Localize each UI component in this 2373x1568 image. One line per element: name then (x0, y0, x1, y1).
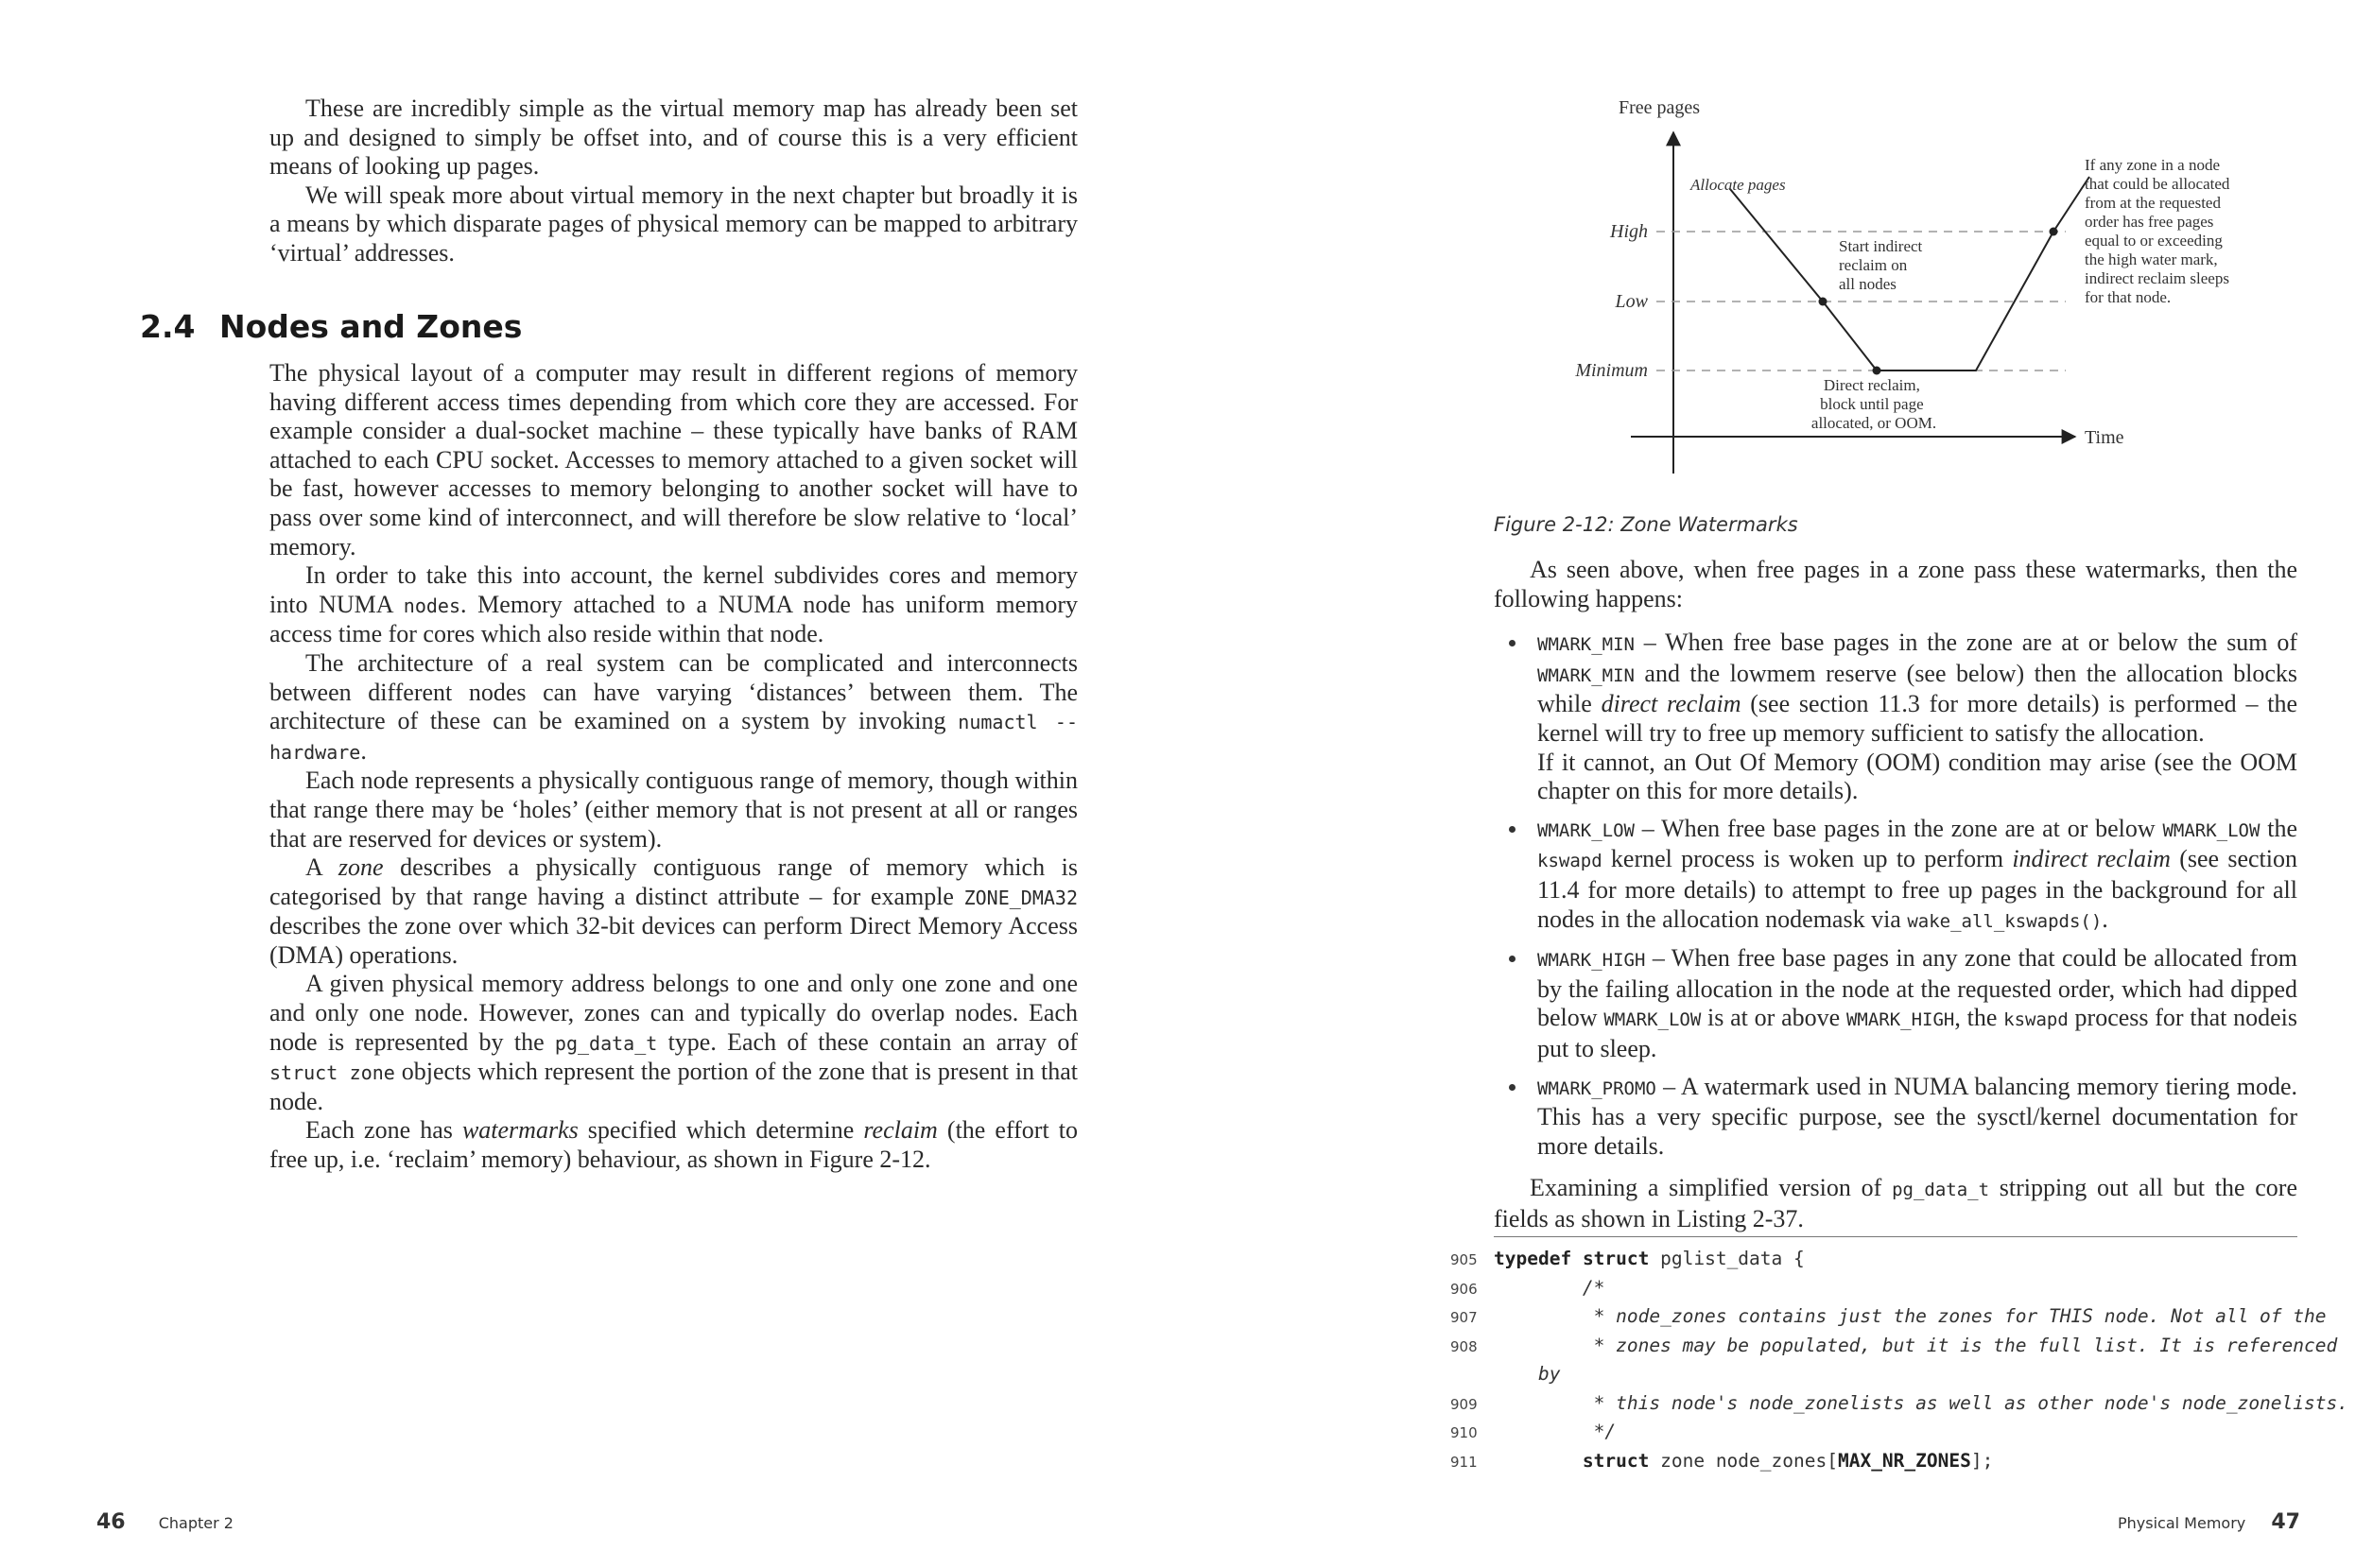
em-reclaim: reclaim (863, 1116, 938, 1145)
listing-rule (1494, 1236, 2297, 1237)
indirect-reclaim-label: Start indirect reclaim on all nodes (1839, 237, 1923, 293)
intro-paragraph-2: We will speak more about virtual memory in the next chapter but broadly it is a means by which disparate pages of physical memory can be mapped to arbitrary ‘virtual’ addresses. (269, 181, 1078, 267)
section-body (269, 359, 1078, 1175)
left-intro (269, 95, 1078, 268)
right-body (1494, 556, 2297, 1233)
code-line: 911 struct zone node_zones[MAX_NR_ZONES]; (1450, 1449, 1994, 1472)
list-item-wmark-promo: WMARK_PROMO – A watermark used in NUMA balancing memory tiering mode. This has a very specific purpose, see the sysctl/kernel documentation for more details. (1494, 1073, 2297, 1162)
paragraph-zone: A zone describes a physically contiguous range of memory which is categorised by that range having a distinct attribute – for example ZONE_DMA32 describes the zone over which 32-bit devices can perform Direct Memory Access (DMA) operations. (269, 853, 1078, 969)
direct-reclaim-label: Direct reclaim, block until page allocated, or OOM. (1810, 376, 1937, 432)
left-page-number: 46 (96, 1510, 126, 1534)
code-line: 905 typedef struct pglist_data { (1450, 1248, 1805, 1269)
code-line: 908 * zones may be populated, but it is the full list. It is referenced (1450, 1334, 2338, 1356)
paragraph-physical-layout: The physical layout of a computer may result in different regions of memory having different access times depending from which core they are accessed. For example consider a dual-socket machine – these typically have banks of RAM attached to each CPU socket. Accesses to memory attached to a given socket will be fast, however accesses to memory belonging to another socket will have to pass over some kind of interconnect, and will therefore be slow relative to ‘local’ memory. (269, 359, 1078, 560)
low-crossing-point (1819, 298, 1827, 306)
section-heading (140, 308, 522, 345)
figure-caption: Figure 2-12: Zone Watermarks (1494, 513, 1798, 536)
minimum-reached-point (1873, 367, 1881, 375)
code-line: 907 * node_zones contains just the zones for THIS node. Not all of the (1450, 1305, 2327, 1327)
code-line: 909 * this node's node_zonelists as well as other node's node_zonelists. (1450, 1391, 2348, 1414)
allocate-pages-label: Allocate pages (1690, 176, 1786, 194)
em-zone: zone (338, 853, 384, 882)
high-reached-point (2050, 228, 2058, 236)
level-minimum-label: Minimum (1575, 360, 1648, 381)
paragraph-listing-intro: Examining a simplified version of pg_data_t stripping out all but the core fields as shown in Listing 2-37. (1494, 1174, 2298, 1232)
zone-watermarks-figure (1513, 90, 2297, 487)
list-item-wmark-high: WMARK_HIGH – When free base pages in any zone that could be allocated from by the failing allocation in the node at the requested order, which had dipped below WMARK_LOW is at or above WMARK_HIGH, the kswapd process for that nodeis put to sleep. (1494, 944, 2297, 1063)
level-low-label: Low (1615, 291, 1648, 312)
sleep-condition-label: If any zone in a node that could be allocated from at the requested order has free pages equal to or exceeding the high water mark, indirect reclaim sleeps for that node. (2085, 156, 2230, 306)
code-zone-dma32: ZONE_DMA32 (963, 886, 1078, 909)
left-footer (96, 1510, 234, 1534)
y-axis-label: Free pages (1619, 97, 1701, 118)
code-line-wrap: by (1494, 1363, 1561, 1385)
x-axis-label: Time (2085, 427, 2124, 448)
code-numactl: numactl --hardware (269, 711, 1078, 764)
level-high-label: High (1610, 221, 1648, 242)
left-running-head: Chapter 2 (158, 1514, 234, 1532)
section-title: Nodes and Zones (219, 308, 523, 345)
right-footer (2118, 1510, 2300, 1534)
paragraph-node-range: Each node represents a physically contiguous range of memory, though within that range there may be ‘holes’ (either memory that is not present at all or ranges that are reserved for devices or system). (269, 767, 1078, 853)
paragraph-numa-nodes: In order to take this into account, the kernel subdivides cores and memory into NUMA nodes. Memory attached to a NUMA node has uniform memory access time for cores which also reside within that node. (269, 561, 1079, 648)
paragraph-address-membership: A given physical memory address belongs to one and only one zone and one and only one node. However, zones can and typically do overlap nodes. Each node is represented by the pg_data_t type. Each of these contain an array of struct zone objects which represent the portion of the zone that is present in that node. (269, 970, 1078, 1115)
paragraph-architecture: The architecture of a real system can be complicated and interconnects between different nodes can have varying ‘distances’ between them. The architecture of these can be examined on a system by invoking numactl --hardware. (269, 648, 1078, 765)
right-running-head: Physical Memory (2118, 1514, 2246, 1532)
watermark-list (1494, 629, 2297, 1161)
paragraph-watermarks: Each zone has watermarks specified which determine reclaim (the effort to free up, i.e. ‘reclaim’ memory) behaviour, as shown in Figure 2-12. (269, 1116, 1078, 1174)
right-page-number: 47 (2271, 1510, 2300, 1534)
code-line: 906 /* (1450, 1276, 1605, 1299)
code-line: 910 */ (1450, 1421, 1617, 1442)
list-item-wmark-min: WMARK_MIN – When free base pages in the zone are at or below the sum of WMARK_MIN and the lowmem reserve (see below) then the allocation blocks while direct reclaim (see section 11.3 for more details) is performed – the kernel will try to free up memory sufficient to satisfy the allocation. If it cannot, an Out Of Memory (OOM) condition may arise (see the OOM chapter on this for more details). (1494, 629, 2297, 806)
code-listing (1450, 1246, 2348, 1476)
paragraph-watermark-intro: As seen above, when free pages in a zone pass these watermarks, then the following happens: (1494, 556, 2297, 612)
list-item-wmark-low: WMARK_LOW – When free base pages in the zone are at or below WMARK_LOW the kswapd kernel process is woken up to perform indirect reclaim (see section 11.4 for more details) to attempt to free up pages in the background for all nodes in the allocation nodemask via wake_all_kswapds(). (1494, 815, 2297, 936)
code-struct-zone: struct zone (269, 1061, 395, 1085)
em-watermarks: watermarks (461, 1116, 579, 1145)
section-number: 2.4 (140, 308, 196, 345)
code-nodes: nodes (403, 594, 461, 617)
code-pg-data-t: pg_data_t (554, 1031, 658, 1055)
intro-paragraph-1: These are incredibly simple as the virtual memory map has already been set up and designed to simply be offset into, and of course this is a very efficient means of looking up pages. (269, 95, 1078, 181)
